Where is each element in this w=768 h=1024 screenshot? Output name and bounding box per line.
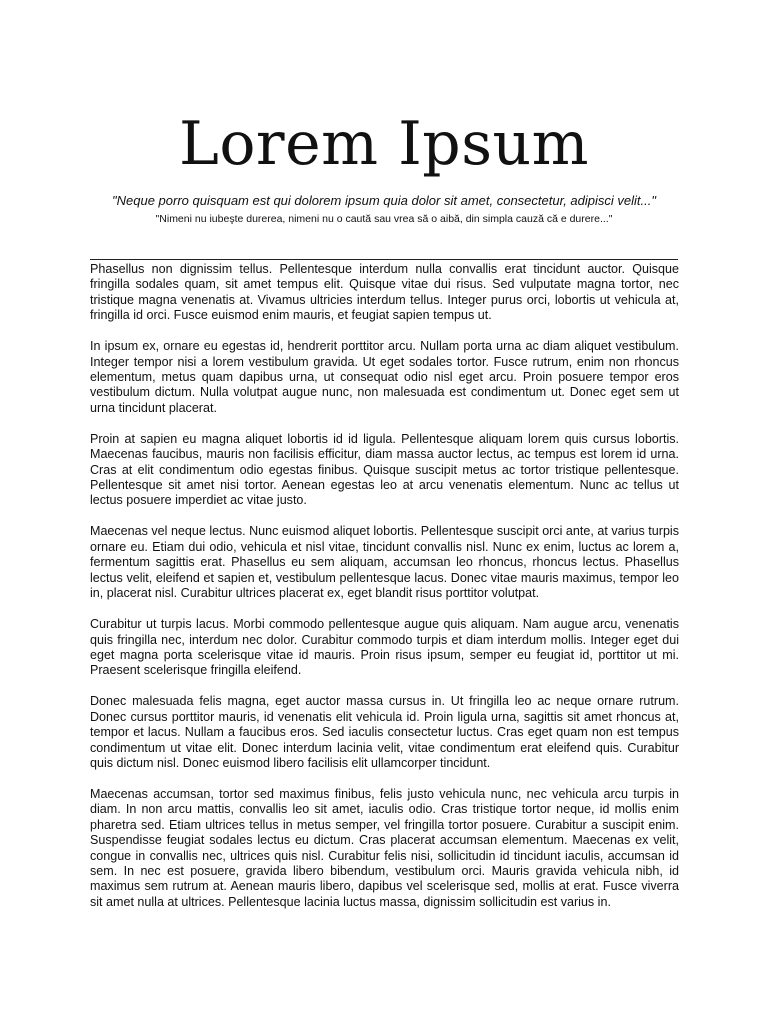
paragraph-1: Phasellus non dignissim tellus. Pellentesque interdum nulla convallis erat tincidunt auctor. Quisque fringilla sodales quam, sit amet tempus elit. Quisque vitae dui risus. Sed vulputate magna tortor, nec tristique magna venenatis at. Vivamus ultricies interdum tellus. Integer purus orci, lobortis ut vehicula at, fringilla id orci. Fusce euismod enim mauris, et feugiat sapien tempus ut.: [90, 262, 679, 323]
paragraph-7: Maecenas accumsan, tortor sed maximus finibus, felis justo vehicula nunc, nec vehicula arcu turpis in diam. In non arcu mattis, convallis leo sit amet, iaculis odio. Cras tristique tortor neque, id mollis enim pharetra sed. Etiam ultrices tellus in metus semper, vel fringilla tortor posuere. Curabitur a suscipit enim. Suspendisse feugiat sodales lectus eu dictum. Cras placerat accumsan elementum. Maecenas ex velit, congue in convallis nec, ultrices quis nisl. Curabitur felis nisi, sollicitudin id tincidunt iaculis, accumsan id sem. In nec est posuere, gravida libero bibendum, vestibulum orci. Mauris gravida vehicula nibh, id maximus sem rutrum at. Aenean mauris libero, dapibus vel scelerisque sed, mollis at erat. Fusce viverra sit amet nulla at ultrices. Pellentesque lacinia luctus massa, dignissim sollicitudin est varius in.: [90, 786, 679, 909]
paragraph-3: Proin at sapien eu magna aliquet lobortis id id ligula. Pellentesque aliquam lorem quis cursus lobortis. Maecenas faucibus, mauris non facilisis efficitur, diam massa auctor lectus, ac tempus est lorem id urna. Cras at elit condimentum odio egestas finibus. Quisque suscipit metus ac tortor tristique pellentesque. Pellentesque sit amet nisi tortor. Aenean egestas leo at arcu venenatis elementum. Nunc ac tellus ut lectus posuere imperdiet ac vitae justo.: [90, 431, 679, 508]
paragraph-4: Maecenas vel neque lectus. Nunc euismod aliquet lobortis. Pellentesque suscipit orci ante, at varius turpis ornare eu. Etiam dui odio, vehicula et nisl vitae, tincidunt convallis nisl. Nunc ex enim, luctus ac lorem a, fermentum sagittis erat. Phasellus eu sem aliquam, accumsan leo rhoncus, rhoncus lectus. Phasellus lectus velit, eleifend et sapien et, vestibulum pellentesque lacus. Donec vitae mauris maximus, tempor leo in, placerat nisl. Curabitur ultrices placerat ex, eget blandit risus porttitor volutpat.: [90, 524, 679, 601]
romanian-quote: "Nimeni nu iubeşte durerea, nimeni nu o caută sau vrea să o aibă, din simpla cauză că e durere...": [155, 213, 613, 225]
horizontal-divider: [90, 259, 678, 260]
paragraph-6: Donec malesuada felis magna, eget auctor massa cursus in. Ut fringilla leo ac neque ornare rutrum. Donec cursus porttitor mauris, id venenatis elit vehicula id. Proin ligula urna, sagittis sit amet rhoncus at, tempor et lacus. Nullam a faucibus eros. Sed iaculis consectetur luctus. Cras eget quam non est tempus condimentum ut vitae elit. Donec interdum lacinia velit, vitae condimentum erat eleifend quis. Curabitur quis dictum nisl. Donec euismod libero facilisis elit ullamcorper tincidunt.: [90, 694, 679, 770]
paragraph-5: Curabitur ut turpis lacus. Morbi commodo pellentesque augue quis aliquam. Nam augue arcu, venenatis quis fringilla nec, interdum nec dolor. Curabitur commodo turpis et diam interdum mollis. Integer eget dui eget magna porta scelerisque vitae id mauris. Proin risus ipsum, semper eu feugiat id, porttitor ut mi. Praesent scelerisque fringilla eleifend.: [90, 617, 679, 678]
document-title: Lorem Ipsum: [178, 109, 590, 179]
latin-quote: "Neque porro quisquam est qui dolorem ipsum quia dolor sit amet, consectetur, adipisci velit...": [112, 193, 656, 208]
paragraph-2: In ipsum ex, ornare eu egestas id, hendrerit porttitor arcu. Nullam porta urna ac diam aliquet vestibulum. Integer tempor nisi a lorem vestibulum gravida. Ut eget sodales tortor. Fusce rutrum, enim non rhoncus elementum, metus quam dapibus urna, ut consequat odio nisl eget arcu. Proin posuere tempor eros vestibulum dictum. Nulla volutpat augue nunc, non malesuada est condimentum ut. Donec eget sem ut urna tincidunt placerat.: [90, 339, 679, 415]
document-body: [90, 262, 679, 926]
